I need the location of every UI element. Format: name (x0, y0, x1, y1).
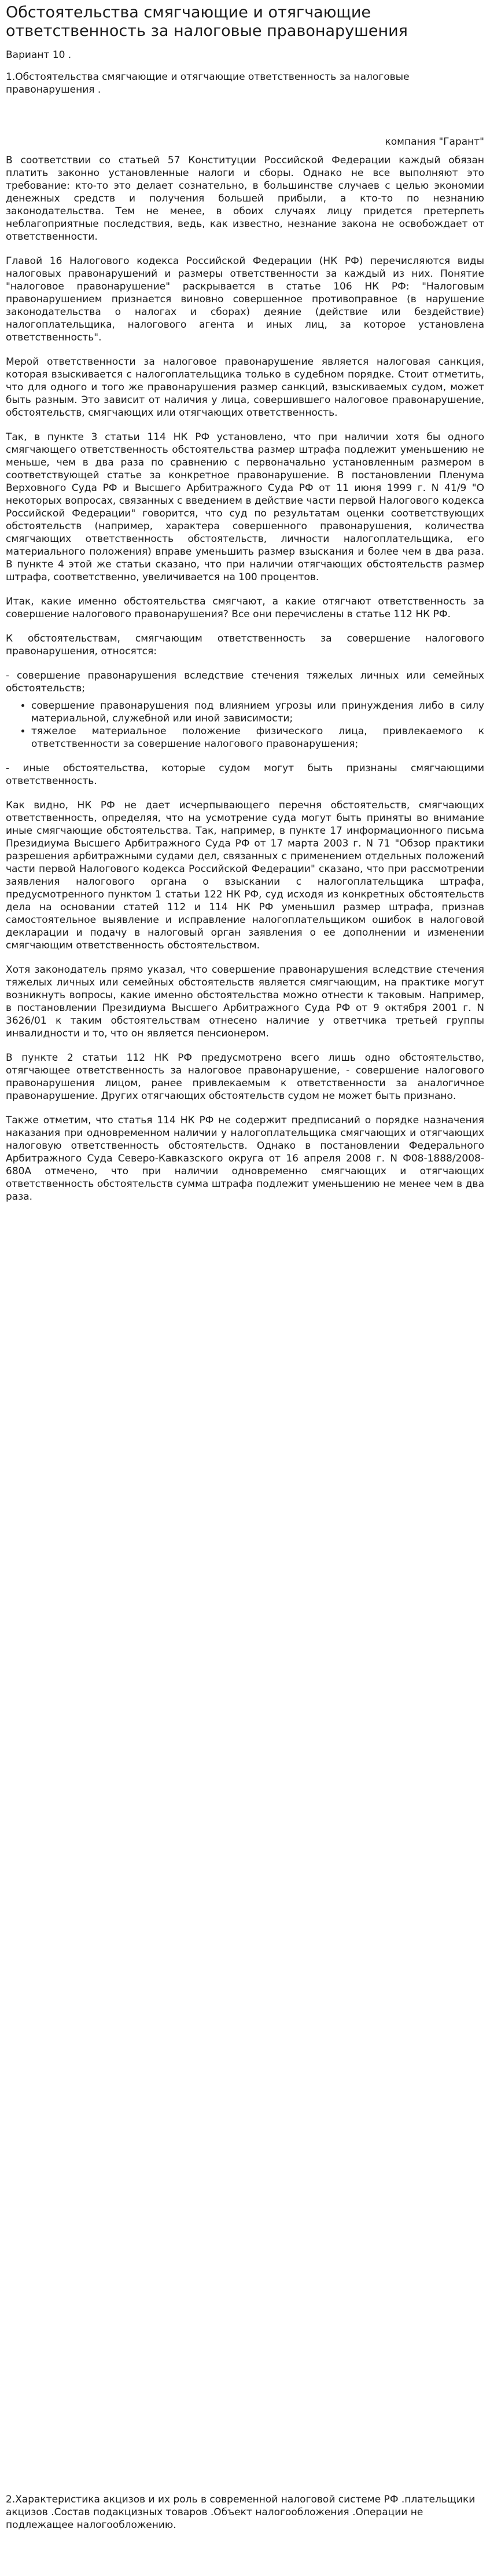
section-2-title: 2.Характеристика акцизов и их роль в современной налоговой системе РФ .плательщики акцизов .Состав подакцизных товаров .Объект налогообложения .Операции не подлежащее налогообложению. (6, 2494, 476, 2531)
paragraph: Как видно, НК РФ не дает исчерпывающего перечня обстоятельств, смягчающих ответственность, определяя, что на усмотрение суда могут быть приняты во внимание иные смягчающие обстоятельства. Так, например, в пункте 17 информационного письма Президиума Высшего Арбитражного Суда РФ от 17 марта 2003 г. N 71 "Обзор практики разрешения арбитражными судами дел, связанных с применением отдельных положений части первой Налогового кодекса Российской Федерации" сказано, что при рассмотрении заявления налогового органа о взыскании с налогоплательщика штрафа, предусмотренного пунктом 1 статьи 122 НК РФ, суд исходя из конкретных обстоятельств дела на основании статей 112 и 114 НК РФ уменьшил размер штрафа, признав самостоятельное выявление и исправление налогоплательщиком ошибок в налоговой декларации и подачу в налоговый орган заявления о ее дополнении и изменении смягчающим ответственность обстоятельством. (6, 800, 484, 951)
paragraph: Так, в пункте 3 статьи 114 НК РФ установлено, что при наличии хотя бы одного смягчающего ответственность обстоятельства размер штрафа подлежит уменьшению не меньше, чем в два раза по сравнению с первоначально установленным размером в соответствующей статье за конкретное правонарушение. В постановлении Пленума Верховного Суда РФ и Высшего Арбитражного Суда РФ от 11 июня 1999 г. N 41/9 "О некоторых вопросах, связанных с введением в действие части первой Налогового кодекса Российской Федерации" говорится, что суд по результатам оценки соответствующих обстоятельств (например, характера совершенного правонарушения, количества смягчающих ответственность обстоятельств, личности налогоплательщика, его материального положения) вправе уменьшить размер взыскания и более чем в два раза. В пункте 4 этой же статьи сказано, что при наличии отягчающих обстоятельств размер штрафа, соответственно, увеличивается на 100 процентов. (6, 431, 484, 583)
list-item: • совершение правонарушения под влиянием угрозы или принуждения либо в силу материальной, служебной или иной зависимости; (31, 699, 484, 725)
paragraph: Также отметим, что статья 114 НК РФ не содержит предписаний о порядке назначения наказания при одновременном наличии у налогоплательщика смягчающих и отягчающих налоговую ответственность обстоятельств. Однако в постановлении Федерального Арбитражного Суда Северо-Кавказского округа от 16 апреля 2008 г. N Ф08-1888/2008-680А отмечено, что при наличии одновременно смягчающих и отягчающих ответственность обстоятельств сумма штрафа подлежит уменьшению не менее чем в два раза. (6, 1115, 484, 1203)
paragraph: Мерой ответственности за налоговое правонарушение является налоговая санкция, которая взыскивается с налогоплательщика только в судебном порядке. Стоит отметить, что для одного и того же правонарушения размер санкций, взыскиваемых судом, может быть разным. Это зависит от наличия у лица, совершившего налоговое правонарушение, обстоятельств, смягчающих или отягчающих ответственность. (6, 356, 484, 419)
list-item: • тяжелое материальное положение физического лица, привлекаемого к ответственности за совершение налогового правонарушения; (31, 725, 484, 750)
mitigating-list (6, 699, 484, 750)
section-1-title: 1.Обстоятельства смягчающие и отягчающие ответственность за налоговые правонарушения . (6, 71, 410, 96)
paragraph: Хотя законодатель прямо указал, что совершение правонарушения вследствие стечения тяжелых личных или семейных обстоятельств является смягчающим, на практике могут возникнуть вопросы, какие именно обстоятельства можно отнести к таковым. Например, в постановлении Президиума Высшего Арбитражного Суда РФ от 9 октября 2001 г. N 3626/01 к таким обстоятельствам отнесено наличие у ответчика третьей группы инвалидности и то, что он является пенсионером. (6, 964, 484, 1039)
paragraph: Итак, какие именно обстоятельства смягчают, а какие отягчают ответственность за совершение налогового правонарушения? Все они перечислены в статье 112 НК РФ. (6, 596, 484, 620)
paragraph: К обстоятельствам, смягчающим ответственность за совершение налогового правонарушения, относятся: (6, 633, 484, 657)
mitigating-item: - совершение правонарушения вследствие стечения тяжелых личных или семейных обстоятельств; (6, 670, 484, 694)
mitigating-item: - иные обстоятельства, которые судом могут быть признаны смягчающими ответственность. (6, 763, 484, 787)
source-company: компания "Гарант" (385, 136, 484, 148)
document-title: Обстоятельства смягчающие и отягчающие ответственность за налоговые правонарушения (6, 3, 408, 40)
paragraph: Главой 16 Налогового кодекса Российской Федерации (НК РФ) перечисляются виды налоговых правонарушений и размеры ответственности за каждый из них. Понятие "налоговое правонарушение" раскрывается в статье 106 НК РФ: "Налоговым правонарушением признается виновно совершенное противоправное (в нарушение законодательства о налогах и сборах) деяние (действие или бездействие) налогоплательщика, налогового агента и иных лиц, за которое установлена ответственность". (6, 255, 484, 343)
variant-label: Вариант 10 . (6, 49, 72, 61)
paragraph: В соответствии со статьей 57 Конституции Российской Федерации каждый обязан платить законно установленные налоги и сборы. Однако не все выполняют это требование: кто-то это делает сознательно, в большинстве случаев с целью экономии денежных средств и получения большей прибыли, а кто-то по незнанию законодательства. Тем не менее, в обоих случаях лицу придется претерпеть неблагоприятные последствия, ведь, как известно, незнание закона не освобождает от ответственности. (6, 155, 484, 243)
paragraph: В пункте 2 статьи 112 НК РФ предусмотрено всего лишь одно обстоятельство, отягчающее ответственность за налоговое правонарушение, - совершение налогового правонарушения лицом, ранее привлекаемым к ответственности за аналогичное правонарушение. Других отягчающих обстоятельств судом не может быть признано. (6, 1052, 484, 1102)
